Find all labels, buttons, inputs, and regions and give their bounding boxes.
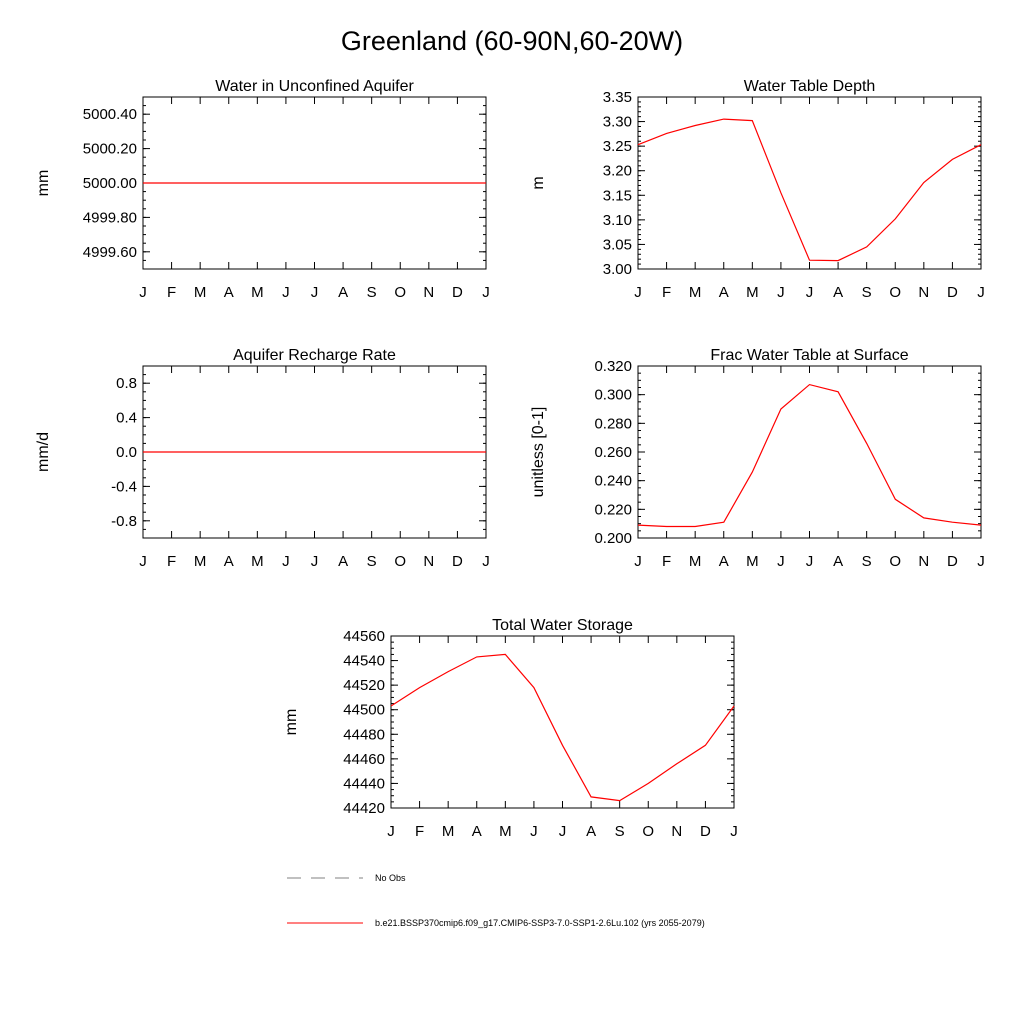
y-tick-label: 3.00	[602, 261, 632, 278]
y-tick-label: 4999.80	[82, 209, 137, 227]
plot-frame	[391, 636, 734, 808]
y-tick-label: 0.8	[116, 375, 137, 393]
x-tick-label: D	[946, 553, 958, 570]
x-tick-label: J	[634, 553, 642, 570]
x-tick-label: M	[746, 284, 759, 301]
y-tick-label: 5000.40	[82, 106, 137, 124]
y-tick-label: 5000.20	[82, 140, 137, 158]
x-tick-label: F	[166, 553, 177, 570]
x-tick-label: J	[977, 284, 985, 301]
x-tick-label: M	[193, 284, 207, 301]
y-tick-label: 44460	[343, 750, 385, 768]
x-tick-label: J	[310, 284, 319, 301]
panel-title: Total Water Storage	[492, 617, 633, 634]
x-tick-label: N	[423, 284, 435, 301]
y-tick-label: 3.30	[602, 113, 632, 131]
x-tick-label: A	[338, 553, 349, 570]
x-tick-label: A	[833, 284, 844, 301]
x-tick-label: M	[688, 284, 702, 301]
y-tick-label: 0.200	[594, 530, 632, 547]
x-tick-label: J	[282, 284, 290, 301]
x-tick-label: N	[423, 553, 435, 570]
x-tick-label: J	[777, 284, 785, 301]
plot-frame	[638, 97, 981, 269]
legend-model-label: b.e21.BSSP370cmip6.f09_g17.CMIP6-SSP3-7.0-SSP1-2.6Lu.102 (yrs 2055-2079)	[375, 918, 705, 928]
y-tick-label: -0.4	[111, 478, 137, 496]
y-axis-label: unitless [0-1]	[530, 406, 547, 498]
x-tick-label: N	[671, 823, 683, 840]
x-tick-label: A	[718, 553, 729, 570]
x-tick-label: M	[251, 284, 264, 301]
x-tick-label: N	[918, 284, 930, 301]
y-tick-label: 3.25	[602, 138, 632, 156]
y-tick-label: 44420	[343, 800, 385, 817]
x-tick-label: J	[482, 553, 490, 570]
x-tick-label: F	[661, 284, 672, 301]
y-tick-label: 44560	[343, 628, 385, 645]
y-tick-label: 3.35	[602, 89, 632, 106]
y-tick-label: 44500	[343, 701, 385, 719]
panel-title: Water in Unconfined Aquifer	[215, 78, 414, 95]
y-tick-label: 0.320	[594, 358, 632, 375]
x-tick-label: D	[451, 553, 463, 570]
y-axis-label: m	[530, 176, 547, 190]
x-tick-label: A	[223, 553, 234, 570]
y-tick-label: 0.0	[116, 444, 137, 461]
series-line	[638, 385, 981, 527]
x-tick-label: J	[805, 553, 814, 570]
x-tick-label: F	[661, 553, 672, 570]
y-tick-label: 4999.60	[82, 243, 137, 261]
panels	[35, 78, 985, 840]
x-tick-label: O	[642, 823, 655, 840]
x-tick-label: A	[223, 284, 234, 301]
x-tick-label: M	[193, 553, 207, 570]
panel-5	[283, 617, 738, 840]
x-tick-label: M	[688, 553, 702, 570]
panel-2	[530, 78, 985, 301]
y-tick-label: 0.4	[116, 409, 137, 427]
x-tick-label: N	[918, 553, 930, 570]
panel-4	[530, 347, 985, 570]
y-tick-label: 44480	[343, 726, 385, 744]
x-tick-label: J	[139, 553, 147, 570]
x-tick-label: D	[946, 284, 958, 301]
y-axis-label: mm	[35, 169, 52, 197]
y-axis-label: mm/d	[35, 432, 52, 472]
y-tick-label: 0.240	[594, 472, 632, 490]
x-tick-label: J	[558, 823, 567, 840]
y-tick-label: 0.300	[594, 386, 632, 404]
panel-title: Water Table Depth	[743, 78, 876, 95]
x-tick-label: M	[499, 823, 512, 840]
y-axis-label: mm	[283, 708, 300, 736]
x-tick-label: J	[310, 553, 319, 570]
y-tick-label: 44540	[343, 652, 385, 670]
x-tick-label: S	[614, 823, 625, 840]
y-tick-label: 0.220	[594, 501, 632, 519]
x-tick-label: M	[441, 823, 455, 840]
y-tick-label: 0.260	[594, 444, 632, 461]
legend-obs-label: No Obs	[375, 873, 406, 883]
x-tick-label: O	[889, 284, 902, 301]
x-tick-label: D	[699, 823, 711, 840]
y-tick-label: 44440	[343, 775, 385, 793]
x-tick-label: A	[718, 284, 729, 301]
x-tick-label: S	[861, 284, 872, 301]
y-tick-label: 3.10	[602, 211, 632, 229]
y-tick-label: 0.280	[594, 415, 632, 433]
y-tick-label: 5000.00	[82, 175, 137, 192]
x-tick-label: J	[730, 823, 738, 840]
legend	[287, 873, 705, 928]
panel-title: Frac Water Table at Surface	[710, 347, 909, 364]
series-line	[638, 119, 981, 261]
x-tick-label: O	[394, 284, 407, 301]
x-tick-label: A	[338, 284, 349, 301]
x-tick-label: S	[861, 553, 872, 570]
x-tick-label: J	[482, 284, 490, 301]
panel-1	[35, 78, 490, 301]
y-tick-label: 3.15	[602, 187, 632, 205]
x-tick-label: F	[166, 284, 177, 301]
x-tick-label: D	[451, 284, 463, 301]
x-tick-label: J	[282, 553, 290, 570]
y-tick-label: -0.8	[111, 512, 137, 530]
y-tick-label: 44520	[343, 677, 385, 695]
x-tick-label: M	[251, 553, 264, 570]
x-tick-label: O	[394, 553, 407, 570]
series-line	[391, 654, 734, 800]
x-tick-label: J	[805, 284, 814, 301]
x-tick-label: J	[634, 284, 642, 301]
x-tick-label: J	[530, 823, 538, 840]
x-tick-label: F	[414, 823, 425, 840]
x-tick-label: J	[977, 553, 985, 570]
panel-3	[35, 347, 490, 570]
x-tick-label: S	[366, 553, 377, 570]
x-tick-label: J	[139, 284, 147, 301]
x-tick-label: A	[471, 823, 482, 840]
x-tick-label: O	[889, 553, 902, 570]
x-tick-label: A	[833, 553, 844, 570]
plot-frame	[638, 366, 981, 538]
x-tick-label: S	[366, 284, 377, 301]
y-tick-label: 3.05	[602, 236, 632, 254]
x-tick-label: A	[586, 823, 597, 840]
figure-title: Greenland (60-90N,60-20W)	[340, 26, 684, 56]
x-tick-label: J	[387, 823, 395, 840]
panel-title: Aquifer Recharge Rate	[233, 347, 396, 364]
x-tick-label: J	[777, 553, 785, 570]
y-tick-label: 3.20	[602, 162, 632, 180]
x-tick-label: M	[746, 553, 759, 570]
